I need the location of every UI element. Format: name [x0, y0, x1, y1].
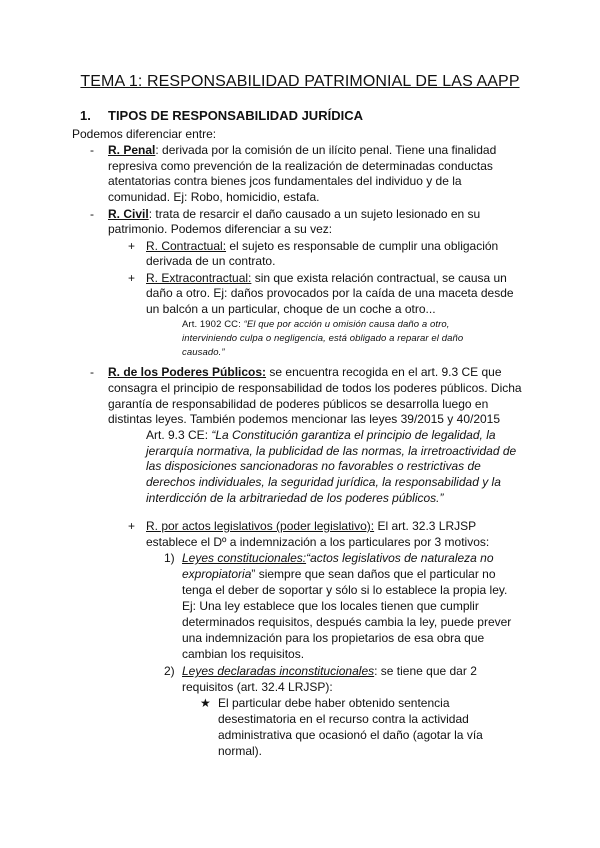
poderes-line-3: garantía de responsabilidad de poderes públicos se desarrolla luego en	[108, 397, 489, 411]
requisito1-line-3: administrativa que ocasionó el daño (agotar la vía	[218, 728, 483, 742]
plus-bullet: +	[128, 239, 136, 253]
motivo1-line-5: determinados requisitos, después cambia la ley, puede prever	[182, 615, 512, 629]
art93-line-3: las disposiciones sancionadoras no favorables o restrictivas de	[146, 459, 481, 473]
section-number: 1.	[80, 108, 91, 123]
contractual-line-1: R. Contractual: el sujeto es responsable de cumplir una obligación	[146, 239, 499, 253]
motivo1-line-1: Leyes constitucionales:“actos legislativos de naturaleza no	[182, 551, 494, 565]
penal-line-1: R. Penal: derivada por la comisión de un ilícito penal. Tiene una finalidad	[108, 143, 497, 157]
poderes-line-4: distintas leyes. También podemos mencionar las leyes 39/2015 y 40/2015	[108, 412, 501, 426]
dash-bullet: -	[90, 365, 94, 379]
star-bullet-icon: ★	[200, 696, 211, 710]
extracontractual-label: R. Extracontractual:	[146, 271, 252, 285]
penal-line-4: comunidad. Ej: Robo, homicidio, estafa.	[108, 190, 320, 204]
requisito1-line-4: normal).	[218, 744, 263, 758]
requisito1-line-2: desestimatoria en el recurso contra la actividad	[218, 712, 469, 726]
art93-prefix: Art. 9.3 CE:	[146, 428, 212, 442]
art93-line-4: derechos individuales, la seguridad jurídica, la responsabilidad y la	[146, 475, 501, 489]
motivo1-number: 1)	[164, 551, 175, 565]
document-title: TEMA 1: RESPONSABILIDAD PATRIMONIAL DE LAS AAPP	[80, 73, 520, 90]
art1902-line-1: Art. 1902 CC: “El que por acción u omisión causa daño a otro,	[182, 319, 450, 330]
motivo2-number: 2)	[164, 664, 175, 678]
civil-line-1: R. Civil: trata de resarcir el daño causado a un sujeto lesionado en su	[108, 207, 481, 221]
art1902-line-2: interviniendo culpa o negligencia, está obligado a reparar el daño	[182, 333, 464, 344]
motivo1-label: Leyes constitucionales:	[182, 551, 307, 565]
extracontractual-line-2: daño a otro. Ej: daños provocados por la caída de una maceta desde	[146, 286, 514, 300]
motivo1-line-7: cambian los requisitos.	[182, 647, 305, 661]
poderes-line-2: consagra el principio de responsabilidad de todos los poderes públicos. Dicha	[108, 381, 522, 395]
legislativos-label: R. por actos legislativos (poder legislativo):	[146, 519, 375, 533]
civil-label: R. Civil	[108, 207, 149, 221]
motivo1-line-6: una indemnización para los propietarios de esa obra que	[182, 631, 485, 645]
plus-bullet: +	[128, 519, 136, 533]
art93-line-2: jerarquía normativa, la publicidad de las normas, la irretroactividad de	[146, 444, 517, 458]
section-heading-text: TIPOS DE RESPONSABILIDAD JURÍDICA	[108, 108, 363, 123]
dash-bullet: -	[90, 207, 94, 221]
legislativos-line-2: establece el Dº a indemnización a los particulares por 3 motivos:	[146, 535, 490, 549]
contractual-line-2: derivada de un contrato.	[146, 254, 276, 268]
civil-line-2: patrimonio. Podemos diferenciar a su vez:	[108, 222, 333, 236]
motivo1-line-2: expropiatoria” siempre que sean daños que el particular no	[182, 567, 496, 581]
plus-bullet: +	[128, 271, 136, 285]
art1902-prefix: Art. 1902 CC:	[182, 319, 244, 330]
penal-label: R. Penal	[108, 143, 156, 157]
extracontractual-line-1: R. Extracontractual: sin que exista relación contractual, se causa un	[146, 271, 507, 285]
motivo2-line-2: requisitos (art. 32.4 LRJSP):	[182, 680, 333, 694]
intro-text: Podemos diferenciar entre:	[72, 127, 217, 141]
extracontractual-line-3: un balcón a un particular, choque de un coche a otro...	[146, 302, 436, 316]
penal-line-2: represiva como prevención de la realización de determinadas conductas	[108, 159, 493, 173]
motivo2-label: Leyes declaradas inconstitucionales	[182, 664, 375, 678]
motivo1-line-3: tenga el deber de soportar y sólo si lo establece la propia ley.	[182, 583, 508, 597]
requisito1-line-1: El particular debe haber obtenido sentencia	[218, 696, 450, 710]
penal-line-3: atentatorias contra bienes jcos fundamentales del individuo y de la	[108, 174, 462, 188]
contractual-label: R. Contractual:	[146, 239, 227, 253]
dash-bullet: -	[90, 143, 94, 157]
art1902-line-3: causado.”	[182, 347, 225, 358]
section-heading	[80, 108, 363, 124]
art93-line-5: interdicción de la arbitrariedad de los poderes públicos.”	[146, 491, 444, 505]
motivo1-line-4: Ej: Una ley establece que los locales tienen que cumplir	[182, 599, 479, 613]
motivo2-line-1: Leyes declaradas inconstitucionales: se tiene que dar 2	[182, 664, 477, 678]
legislativos-line-1: R. por actos legislativos (poder legislativo): El art. 32.3 LRJSP	[146, 519, 477, 533]
poderes-line-1: R. de los Poderes Públicos: se encuentra recogida en el art. 9.3 CE que	[108, 365, 502, 379]
poderes-label: R. de los Poderes Públicos:	[108, 365, 267, 379]
art93-line-1: Art. 9.3 CE: “La Constitución garantiza el principio de legalidad, la	[146, 428, 496, 442]
